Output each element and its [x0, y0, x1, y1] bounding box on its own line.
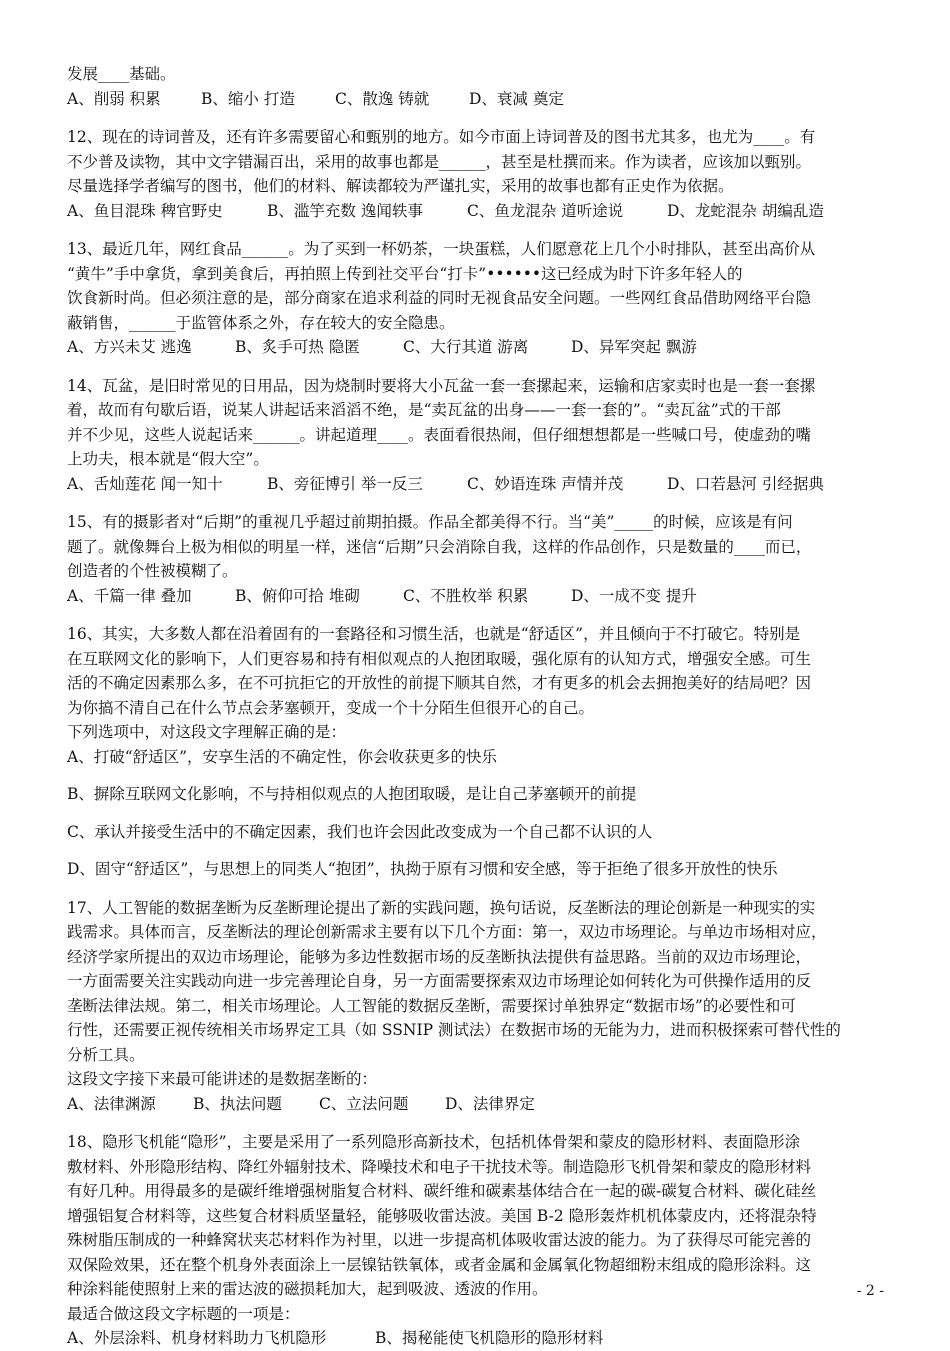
question-line: 分析工具。	[67, 1045, 145, 1064]
option-c: C、承认并接受生活中的不确定因素，我们也许会因此改变成为一个自己都不认识的人	[67, 822, 653, 841]
question-14	[67, 374, 887, 497]
question-line: 行性，还需要正视传统相关市场界定工具（如 SSNIP 测试法）在数据市场的无能为力，进而积极探索可替代性的	[67, 1021, 841, 1039]
question-line: 敷材料、外形隐形结构、降红外辐射技术、降噪技术和电子干扰技术等。制造隐形飞机骨架和蒙皮的隐形材料	[67, 1157, 812, 1176]
question-line: 着，故而有句歇后语，说某人讲起话来滔滔不绝，是“卖瓦盆的出身——一套一套的”。“卖瓦盆”式的干部	[67, 401, 781, 419]
options-row	[67, 584, 887, 609]
question-text: 发展____基础。	[67, 65, 176, 83]
question-line: 为你搞不清自己在什么节点会茅塞顿开，变成一个十分陌生但很开心的自己。	[67, 698, 595, 717]
question-line: 14、瓦盆，是旧时常见的日用品，因为烧制时要将大小瓦盆一套一套摞起来，运输和店家卖时也是一套一套摞	[67, 376, 816, 395]
question-line: 垄断法律法规。第二，相关市场理论。人工智能的数据反垄断，需要探讨单独界定“数据市场”的必要性和可	[67, 996, 796, 1015]
question-line: “黄牛”手中拿货，拿到美食后，再拍照上传到社交平台“打卡”••••••这已经成为时下许多年轻人的	[67, 264, 743, 283]
question-line: 16、其实，大多数人都在沿着固有的一套路径和习惯生活，也就是“舒适区”，并且倾向于不打破它。特别是	[67, 625, 801, 643]
question-15	[67, 510, 887, 608]
option-a: A、削弱 积累	[67, 89, 161, 108]
option-a: A、鱼目混珠 稗官野史	[67, 201, 223, 220]
question-line: 践需求。具体而言，反垄断法的理论创新需求主要有以下几个方面：第一，双边市场理论。与单边市场相对应，	[67, 923, 827, 941]
option-d: D、法律界定	[445, 1094, 535, 1113]
question-16	[67, 622, 887, 882]
options-row	[67, 1092, 887, 1117]
options-row	[67, 87, 887, 112]
question-line: 有好几种。用得最多的是碳纤维增强树脂复合材料、碳纤维和碳素基体结合在一起的碳-碳复合材料、碳化硅丝	[67, 1182, 817, 1200]
question-line: 题了。就像舞台上极为相似的明星一样，迷信“后期”只会消除自我，这样的作品创作，只是数量的____而已，	[67, 537, 812, 556]
option-b: B、俯仰可拾 堆砌	[235, 586, 360, 605]
question-line: 15、有的摄影者对“后期”的重视几乎超过前期拍摄。作品全都美得不行。当“美”_____的时候，应该是有问	[67, 513, 793, 531]
option-b: B、炙手可热 隐匿	[235, 338, 360, 356]
option-b: B、滥竽充数 逸闻轶事	[267, 201, 423, 220]
option-a: A、法律渊源	[67, 1094, 156, 1113]
question-line: 种涂料能使照射上来的雷达波的磁损耗加大，起到吸波、透波的作用。	[67, 1280, 548, 1298]
question-line: 殊树脂压制成的一种蜂窝状夹芯材料作为衬里，以进一步提高机体吸收雷达波的能力。为了获得尽可能完善的	[67, 1231, 812, 1249]
option-d: D、异军突起 飘游	[571, 338, 697, 356]
question-line: 12、现在的诗词普及，还有许多需要留心和甄别的地方。如今市面上诗词普及的图书尤其多，也尤为____。有	[67, 128, 816, 146]
question-line: 经济学家所提出的双边市场理论，能够为多边性数据市场的反垄断执法提供有益思路。当前的双边市场理论，	[67, 947, 812, 966]
page-number: - 2 -	[856, 1283, 884, 1299]
option-c: C、妙语连珠 声情并茂	[467, 474, 624, 493]
question-line: 饮食新时尚。但必须注意的是，部分商家在追求利益的同时无视食品安全问题。一些网红食品借助网络平台隐	[67, 289, 812, 307]
exam-page	[67, 62, 887, 1351]
option-a: A、舌灿莲花 闻一知十	[67, 474, 223, 493]
option-a: A、方兴未艾 逃逸	[67, 338, 192, 356]
question-prompt: 最适合做这段文字标题的一项是：	[67, 1304, 300, 1323]
option-b: B、揭秘能使飞机隐形的隐形材料	[375, 1329, 604, 1347]
question-line: 双保险效果，还在整个机身外表面涂上一层镍钴铁氧体，或者金属和金属氧化物超细粉末组成的隐形涂料。这	[67, 1255, 812, 1274]
question-prompt: 下列选项中，对这段文字理解正确的是：	[67, 723, 347, 741]
option-d: D、固守“舒适区”，与思想上的同类人“抱团”，执拗于原有习惯和安全感，等于拒绝了很多开放性的快乐	[67, 860, 778, 878]
option-a: A、外层涂料、机身材料助力飞机隐形	[67, 1329, 327, 1347]
option-c: C、散逸 铸就	[335, 89, 430, 108]
question-line: 蔽销售，______于监管体系之外，存在较大的安全隐患。	[67, 313, 455, 332]
question-line: 在互联网文化的影响下，人们更容易和持有相似观点的人抱团取暖，强化原有的认知方式，增强安全感。可生	[67, 649, 812, 668]
option-d: D、衰减 奠定	[469, 89, 564, 108]
question-line: 17、人工智能的数据垄断为反垄断理论提出了新的实践问题，换句话说，反垄断法的理论创新是一种现实的实	[67, 898, 816, 917]
options-row	[67, 1326, 887, 1351]
options-row	[67, 199, 887, 224]
question-line: 上功夫，根本就是“假大空”。	[67, 450, 269, 468]
option-c: C、大行其道 游离	[403, 338, 529, 356]
option-d: D、一成不变 提升	[571, 586, 697, 605]
question-line: 并不少见，这些人说起话来______。讲起道理____。表面看很热闹，但仔细想想都是一些喊口号，使虚劲的嘴	[67, 425, 812, 444]
option-d: D、龙蛇混杂 胡编乱造	[667, 201, 824, 220]
question-line: 活的不确定因素那么多，在不可抗拒它的开放性的前提下顺其自然，才有更多的机会去拥抱美好的结局吧？因	[67, 674, 812, 692]
options-row	[67, 335, 887, 360]
question-prompt: 这段文字接下来最可能讲述的是数据垄断的：	[67, 1070, 378, 1088]
option-d: D、口若悬河 引经据典	[667, 474, 824, 493]
option-c: C、立法问题	[319, 1094, 409, 1113]
option-b: B、旁征博引 举一反三	[267, 474, 423, 493]
option-a: A、打破“舒适区”，安享生活的不确定性，你会收获更多的快乐	[67, 747, 498, 766]
question-line: 18、隐形飞机能“隐形”，主要是采用了一系列隐形高新技术，包括机体骨架和蒙皮的隐形材料、表面隐形涂	[67, 1133, 801, 1151]
option-c: C、不胜枚举 积累	[403, 586, 529, 605]
question-line: 13、最近几年，网红食品______。为了买到一杯奶茶，一块蛋糕，人们愿意花上几个小时排队，甚至出高价从	[67, 240, 816, 258]
question-17	[67, 896, 887, 1117]
option-b: B、缩小 打造	[201, 89, 295, 108]
question-line: 增强铝复合材料等，这些复合材料质坚量轻，能够吸收雷达波。美国 B-2 隐形轰炸机机体蒙皮内，还将混杂特	[67, 1206, 817, 1225]
question-line: 尽量选择学者编写的图书，他们的材料、解读都较为严谨扎实，采用的故事也都有正史作为依据。	[67, 177, 734, 195]
question-13	[67, 237, 887, 360]
option-c: C、鱼龙混杂 道听途说	[467, 201, 624, 220]
option-b: B、执法问题	[193, 1094, 282, 1113]
question-12	[67, 125, 887, 223]
option-a: A、千篇一律 叠加	[67, 586, 192, 605]
question-line: 不少普及读物，其中文字错漏百出，采用的故事也都是______，甚至是杜撰而来。作为读者，应该加以甄别。	[67, 152, 812, 171]
option-b: B、摒除互联网文化影响，不与持相似观点的人抱团取暖，是让自己茅塞顿开的前提	[67, 785, 637, 803]
options-row	[67, 472, 887, 497]
question-line: 创造者的个性被模糊了。	[67, 562, 238, 580]
question-line: 一方面需要关注实践动向进一步完善理论自身，另一方面需要探索双边市场理论如何转化为可供操作适用的反	[67, 972, 812, 990]
question-18	[67, 1130, 887, 1351]
